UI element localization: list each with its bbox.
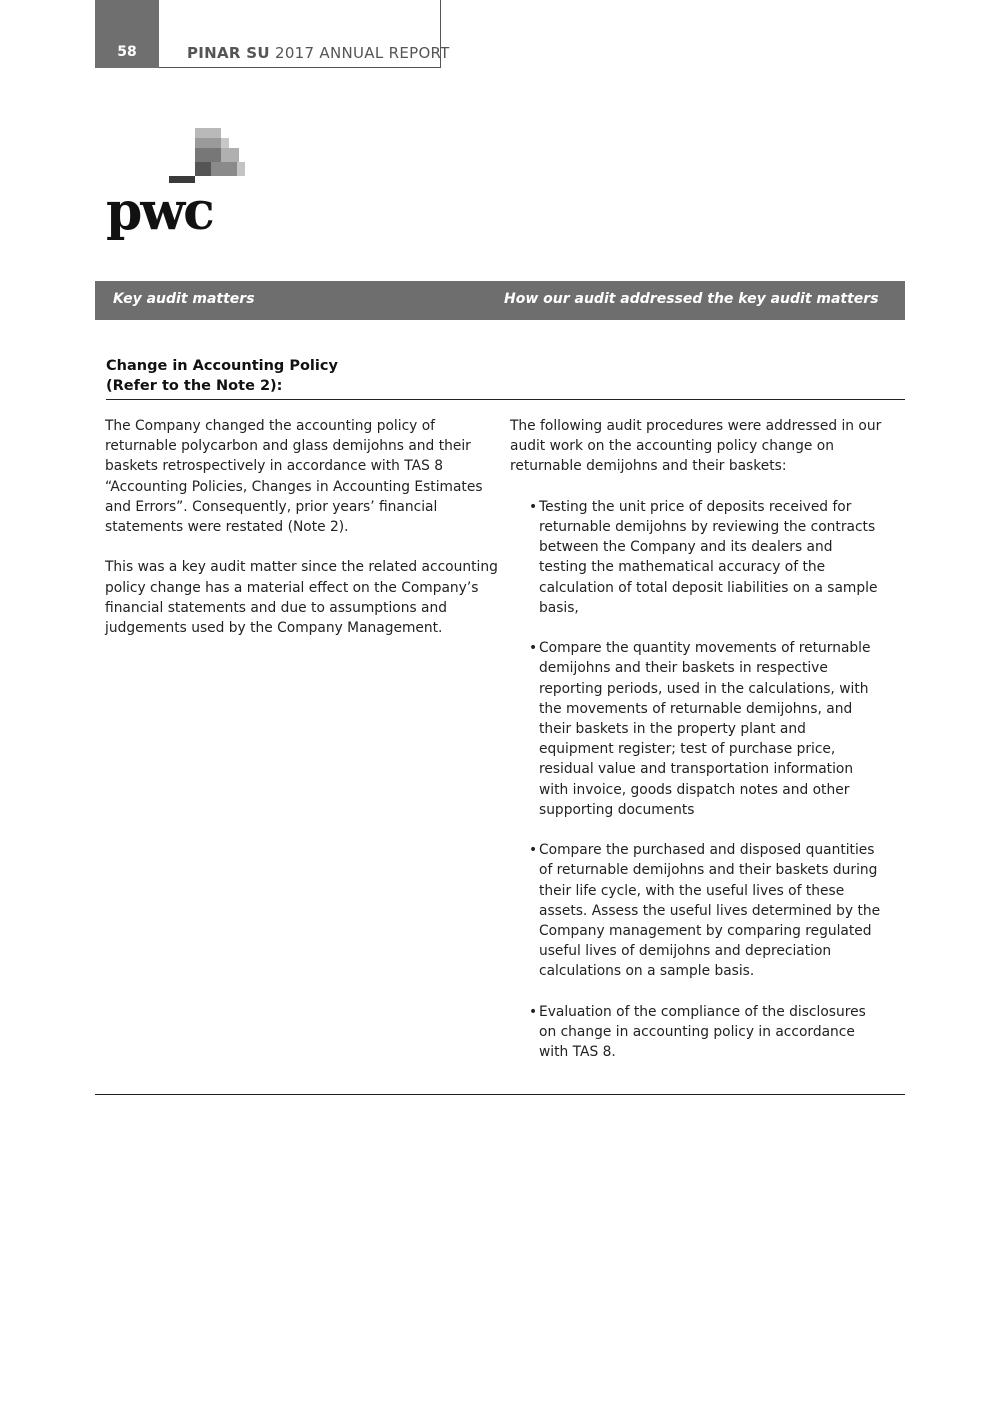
list-item: • Evaluation of the compliance of the disclosures on change in accounting policy in accordance with TAS 8. [510, 1002, 882, 1063]
section-title-line1: Change in Accounting Policy [106, 358, 338, 374]
list-item: • Compare the quantity movements of returnable demijohns and their baskets in respective reporting periods, used in the calculations, with the movements of returnable demijohns, and their baskets in the property plant and equipment register; test of purchase price, residual value and transportation information with invoice, goods dispatch notes and other supporting documents [510, 638, 882, 820]
list-item: • Compare the purchased and disposed quantities of returnable demijohns and their baskets during their life cycle, with the useful lives of these assets. Assess the useful lives determined by the Company management by comparing regulated useful lives of demijohns and depreciation calculations on a sample basis. [510, 840, 882, 981]
report-title-text: 2017 ANNUAL REPORT [274, 44, 450, 62]
page-number-tab [95, 0, 159, 68]
paragraph: The Company changed the accounting policy of returnable polycarbon and glass demijohns and their baskets retrospectively in accordance with TAS 8 “Accounting Policies, Changes in Accounting Estimates and Errors”. Consequently, prior years’ financial statements were restated (Note 2). [105, 418, 483, 536]
audit-response-heading: How our audit addressed the key audit matters [504, 291, 879, 307]
paragraph: This was a key audit matter since the related accounting policy change has a material effect on the Company’s financial statements and due to assumptions and judgements used by the Company Management. [105, 559, 498, 637]
company-name: PINAR SU [187, 44, 270, 62]
page-number: 58 [117, 44, 137, 60]
pwc-wordmark: pwc [106, 181, 213, 242]
bottom-divider [95, 1094, 905, 1095]
key-audit-matter-description [105, 416, 501, 658]
procedure-list [510, 497, 882, 1063]
section-title-line2: (Refer to the Note 2): [106, 378, 283, 394]
list-item: • Testing the unit price of deposits received for returnable demijohns by reviewing the contracts between the Company and its dealers and testing the mathematical accuracy of the calculation of total deposit liabilities on a sample basis, [510, 497, 882, 618]
audit-procedures [510, 416, 882, 1083]
section-title [106, 356, 338, 396]
procedures-intro: The following audit procedures were addressed in our audit work on the accounting policy change on returnable demijohns and their baskets: [510, 418, 882, 475]
report-title [187, 44, 450, 62]
section-divider [106, 399, 905, 400]
key-audit-matters-heading: Key audit matters [113, 291, 255, 307]
